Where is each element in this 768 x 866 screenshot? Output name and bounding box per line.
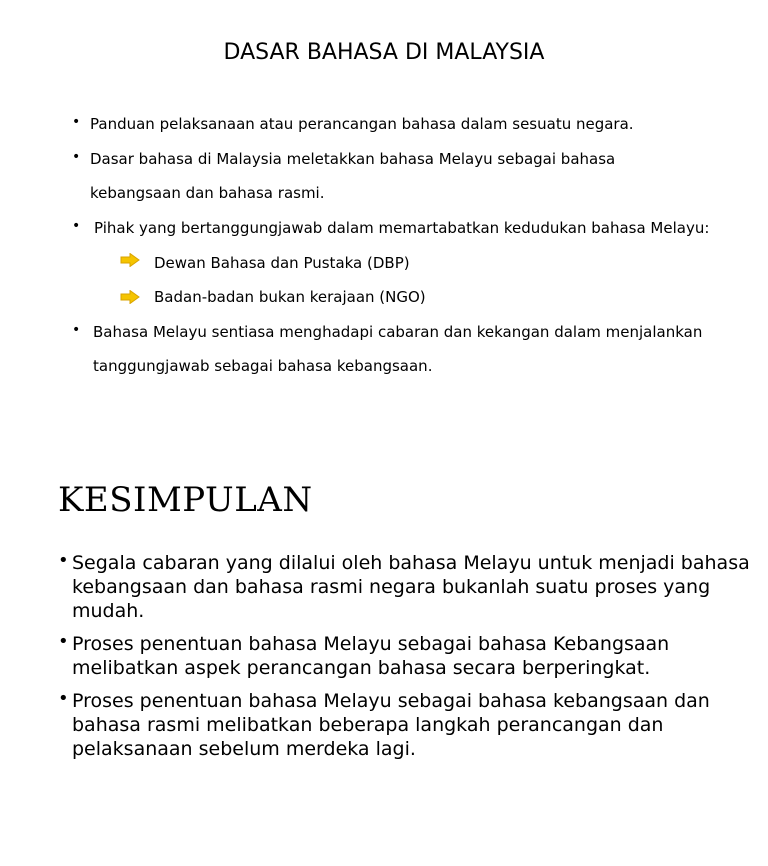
slide-dasar-bahasa [0, 0, 768, 420]
bullet-text: Bahasa Melayu sentiasa menghadapi cabaran dan kekangan dalam menjalankan [93, 323, 703, 341]
slide-kesimpulan [0, 450, 768, 866]
bullet-dot: • [58, 688, 69, 709]
arrow-right-icon [120, 253, 140, 267]
bullet-text-continued: kebangsaan dan bahasa rasmi. [90, 184, 325, 202]
bullet-dot: • [72, 149, 81, 165]
bullet-dot: • [58, 631, 69, 652]
bullet-dot: • [72, 114, 81, 130]
bullet-dot: • [72, 322, 81, 338]
slide-title: DASAR BAHASA DI MALAYSIA [223, 40, 545, 65]
bullet-text: Dasar bahasa di Malaysia meletakkan bahasa Melayu sebagai bahasa [90, 150, 616, 168]
bullet-dot: • [58, 550, 69, 571]
bullet-text: Segala cabaran yang dilalui oleh bahasa Melayu untuk menjadi bahasa kebangsaan dan bahasa rasmi negara bukanlah suatu proses yang mudah. [72, 552, 750, 622]
sub-item-ngo: Badan-badan bukan kerajaan (NGO) [154, 288, 426, 306]
sub-item-dbp: Dewan Bahasa dan Pustaka (DBP) [154, 254, 410, 272]
bullet-text: Pihak yang bertanggungjawab dalam memartabatkan kedudukan bahasa Melayu: [94, 219, 710, 237]
bullet-text-continued: tanggungjawab sebagai bahasa kebangsaan. [93, 357, 433, 375]
bullet-text: Proses penentuan bahasa Melayu sebagai bahasa Kebangsaan melibatkan aspek perancangan bahasa secara berperingkat. [72, 633, 670, 679]
arrow-right-icon [120, 290, 140, 304]
bullet-dot: • [72, 218, 81, 234]
bullet-text: Proses penentuan bahasa Melayu sebagai bahasa kebangsaan dan bahasa rasmi melibatkan beberapa langkah perancangan dan pelaksanaan sebelum merdeka lagi. [72, 690, 710, 760]
slide-title: KESIMPULAN [58, 480, 313, 520]
bullet-text: Panduan pelaksanaan atau perancangan bahasa dalam sesuatu negara. [90, 115, 634, 133]
